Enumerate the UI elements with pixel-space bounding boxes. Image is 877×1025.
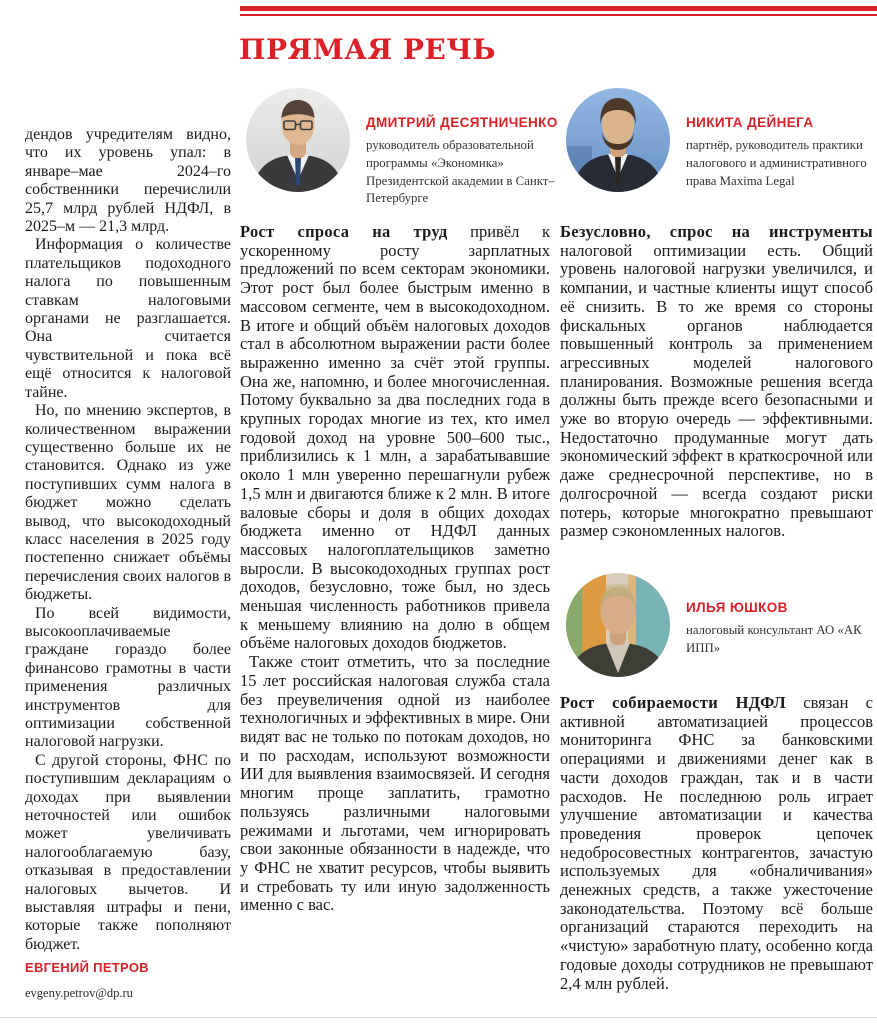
quote-text: налоговой оптимизации есть. Общий уровень налоговой нагрузки увеличился, и компании, и частные клиенты ищут способ её снизить. В то же время со стороны фискальных органов наблюдается повышенный контроль за применением агрессивных моделей налогового планирования. Возможные решения всегда должны быть прежде всего безопасными и уже во вторую очередь — эффективными. Недостаточно продуманные могут дать экономический эффект в краткосрочной или даже среднесрочной перспективе, но в долгосрочной — всегда создают риски потерь, которые многократно превышают размер сэкономленных налогов.	[560, 240, 873, 541]
quote-lead: Рост собираемости НДФЛ	[560, 693, 786, 712]
article-paragraph: Но, по мнению экспертов, в количественном выражении существенно больше их не становится. Однако из уже поступивших сумм налога в бюджет можно сделать вывод, что высокодоходный класс населения в 2025 году постепенно снижает объёмы перечисления своих налогов в бюджеты.	[25, 402, 231, 604]
expert-role: руководитель образовательной программы «Экономика» Президентской академии в Санкт–Петербурге	[366, 138, 555, 206]
header-rule-thick	[240, 6, 877, 11]
expert-quote	[240, 223, 550, 915]
author-email: evgeny.petrov@dp.ru	[25, 985, 133, 1000]
expert-quote	[560, 223, 873, 541]
expert-photo-ilya-yushkov	[566, 573, 670, 677]
quote-text: привёл к ускоренному росту зарплатных предложений по всем секторам экономики. Этот рост был более быстрым именно в массовом сегменте, чем в высокодоходном. В итоге и общий объём налоговых доходов стал в абсолютном выражении расти более выраженно именно за счёт этой группы. Она же, напомню, и более многочисленная. Потому буквально за два последних года в крупных городах многие из тех, кто имел годовой доход на уровне 500–600 тыс., приблизились к 1 млн, а зарабатывавшие около 1 млн уверенно перешагнули рубеж 1,5 млн и двигаются ближе к 2 млн. В итоге валовые сборы и доля в общих доходах бюджета именно от НДФЛ данных массовых налогоплательщиков заметно выросли. В высокодоходных группах рост доходов, безусловно, тоже был, но здесь меньшая численность работников привела к меньшему влиянию на долю в общем объёме налоговых доходов бюджетов.	[240, 222, 550, 653]
quote-text: связан с активной автоматизацией процессов мониторинга ФНС за банковскими операциями и движениями денег как в части доходов граждан, так и в части расходов. Не последнюю роль играет улучшение автоматизации и качества проведения проверок цепочек недобросовестных контрагентов, зачастую используемых для «обналичивания» денежных средств, а также ужесточение законодательства. Поэтому всё больше организаций стараются переходить на «чистую» заработную плату, особенно когда годовые доходы сотрудников не превышают 2,4 млн рублей.	[560, 693, 874, 993]
expert-column-right	[560, 88, 873, 1018]
expert-name: НИКИТА ДЕЙНЕГА	[686, 115, 814, 130]
article-paragraph: По всей видимости, высокооплачиваемые граждане гораздо более финансово грамотны в части применения различных инструментов для оптимизации собственной налоговой нагрузки.	[25, 604, 231, 751]
page-bottom-rule	[0, 1017, 877, 1018]
expert-profile	[240, 88, 562, 208]
quote-paragraph: Также стоит отметить, что за последние 15 лет российская налоговая служба стала без преувеличения одной из наиболее технологичных и эффективных в мире. Они видят вас не только по потокам доходов, но и по расходам, используют возможности ИИ для выявления взаимосвязей. И сегодня многим проще заплатить, грамотно пользуясь различными налоговыми режимами и льготами, чем игнорировать свои законные обязанности в надежде, что у ФНС не хватит ресурсов, чтобы выявить и стребовать ту или иную задолженность именно с вас.	[240, 652, 550, 915]
expert-role: налоговый консультант АО «АК ИПП»	[686, 623, 862, 655]
left-article-column	[25, 126, 231, 1002]
quote-paragraph	[560, 223, 873, 541]
expert-profile	[560, 573, 877, 677]
author-byline: ЕВГЕНИЙ ПЕТРОВ	[25, 960, 149, 976]
header-rule-thin	[240, 14, 877, 16]
article-paragraph: дендов учредителям видно, что их уровень упал: в январе–мае 2024–го собственники перечислили 25,7 млрд рублей НДФЛ, в 2025–м — 21,3 млрд.	[25, 126, 231, 236]
expert-role: партнёр, руководитель практики налогового и административного права Maxima Legal	[686, 138, 867, 188]
quote-lead: Безусловно, спрос на инструменты	[560, 222, 873, 241]
expert-name: ДМИТРИЙ ДЕСЯТНИЧЕНКО	[366, 115, 558, 130]
quote-lead: Рост спроса на труд	[240, 222, 448, 241]
article-paragraph: С другой стороны, ФНС по поступившим декларациям о доходах при выявлении неточностей или ошибок может увеличивать налогооблагаемую базу, отказывая в предоставлении налоговых вычетов. И выставляя штрафы и пени, которые также пополняют бюджет.	[25, 751, 231, 953]
expert-profile	[560, 88, 877, 192]
article-paragraph: Информация о количестве плательщиков подоходного налога по повышенным ставкам налоговыми органами не разглашается. Она считается чувствительной и пока всё ещё относится к налоговой тайне.	[25, 236, 231, 401]
expert-caption	[366, 115, 562, 208]
expert-column-middle	[240, 88, 558, 1018]
expert-quote	[560, 694, 873, 993]
quote-paragraph	[240, 223, 550, 653]
rubric-title: ПРЯМАЯ РЕЧЬ	[239, 33, 496, 66]
expert-caption	[686, 600, 877, 677]
expert-name: ИЛЬЯ ЮШКОВ	[686, 600, 788, 615]
quote-paragraph	[560, 694, 873, 993]
expert-photo-dmitry-desyatnichenko	[246, 88, 350, 192]
expert-caption	[686, 115, 877, 192]
expert-photo-nikita-deynega	[566, 88, 670, 192]
